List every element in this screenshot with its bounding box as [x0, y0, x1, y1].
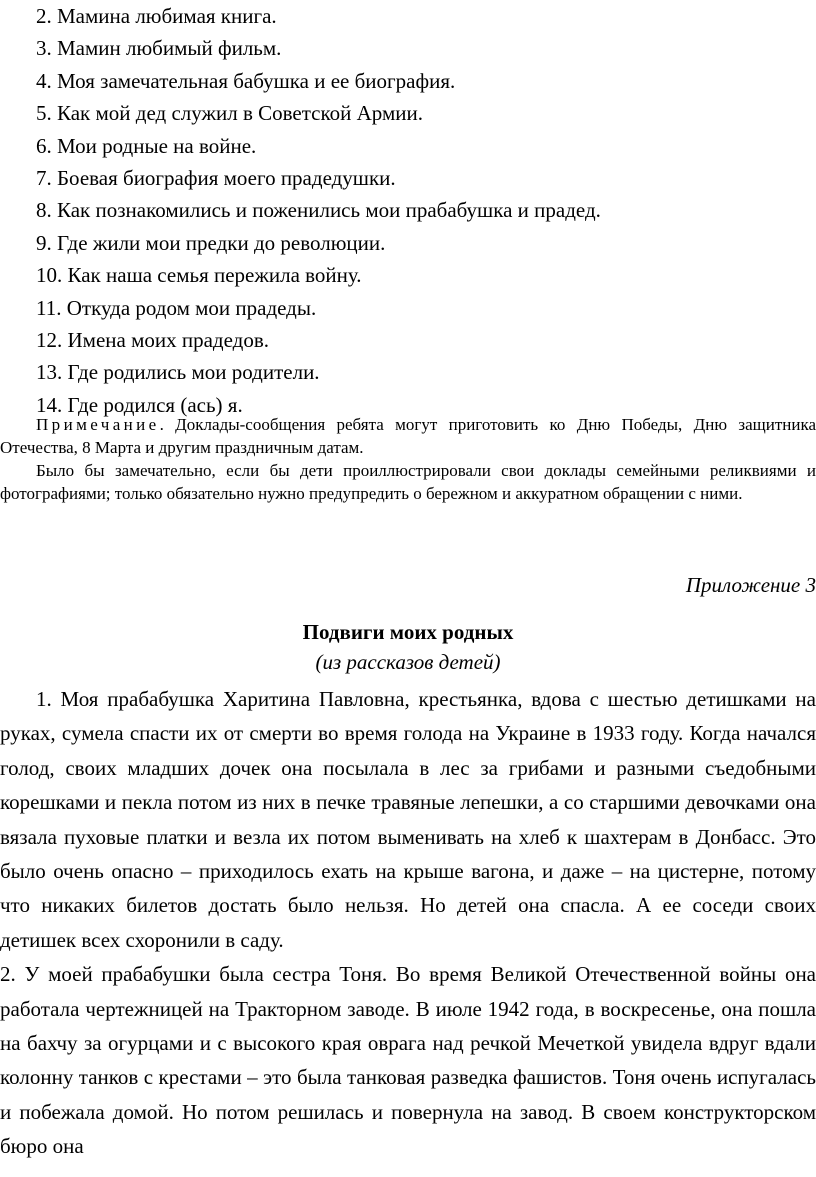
- list-item: 12. Имена моих прадедов.: [36, 327, 269, 352]
- story-paragraph-1: 1. Моя прабабушка Харитина Павловна, крестьянка, вдова с шестью детишками на руках, сумела спасти их от смерти во время голода на Украине в 1933 году. Когда начался голод, своих младших дочек она посылала в лес за грибами и разными съедобными корешками и пекла потом из них в печке травяные лепешки, а со старшими девочками она вязала пуховые платки и везла их потом выменивать на хлеб к шахтерам в Донбасс. Это было очень опасно – приходилось ехать на крыше вагона, и даже – на цистерне, потому что никаких билетов достать было нельзя. Но детей она спасла. А ее соседи своих детишек всех схоронили в саду.: [0, 687, 816, 952]
- list-item: 3. Мамин любимый фильм.: [36, 36, 282, 61]
- story-body: [0, 682, 816, 1164]
- list-item: 7. Боевая биография моего прадедушки.: [36, 165, 396, 190]
- story-paragraph-2: 2. У моей прабабушки была сестра Тоня. Во время Великой Отечественной войны она работала чертежницей на Тракторном заводе. В июле 1942 года, в воскресенье, она пошла на бахчу за огурцами и с высокого края оврага над речкой Мечеткой увидела вдруг вдали колонну танков с крестами – это была танковая разведка фашистов. Тоня очень испугалась и побежала домой. Но потом решилась и повернула на завод. В своем конструкторском бюро она: [0, 962, 816, 1159]
- list-item: 5. Как мой дед служил в Советской Армии.: [36, 101, 423, 126]
- list-item: 11. Откуда родом мои прадеды.: [36, 295, 317, 320]
- note-paragraph: [0, 413, 816, 459]
- list-item: 4. Моя замечательная бабушка и ее биография.: [36, 68, 456, 93]
- list-item: 6. Мои родные на войне.: [36, 133, 257, 158]
- list-item: 8. Как познакомились и поженились мои прабабушка и прадед.: [36, 198, 601, 223]
- section-subtitle: (из рассказов детей): [315, 650, 501, 674]
- topic-list: [36, 0, 601, 421]
- note-label: Примечание: [36, 415, 160, 434]
- list-item: 14. Где родился (ась) я.: [36, 392, 243, 417]
- note-block: [0, 413, 816, 505]
- note-paragraph-2: Было бы замечательно, если бы дети проиллюстрировали свои доклады семейными реликвиями и фотографиями; только обязательно нужно предупредить о бережном и аккуратном обращении с ними.: [0, 461, 816, 503]
- note-text: . Доклады-сообщения ребята могут приготовить ко Дню Победы, Дню защитника Отечества, 8 Марта и другим праздничным датам.: [0, 415, 816, 457]
- list-item: 10. Как наша семья пережила войну.: [36, 263, 362, 288]
- list-item: 2. Мамина любимая книга.: [36, 4, 277, 28]
- list-item: 13. Где родились мои родители.: [36, 360, 320, 385]
- section-title: Подвиги моих родных: [302, 620, 514, 644]
- list-item: 9. Где жили мои предки до революции.: [36, 230, 386, 255]
- appendix-label: Приложение 3: [685, 573, 816, 597]
